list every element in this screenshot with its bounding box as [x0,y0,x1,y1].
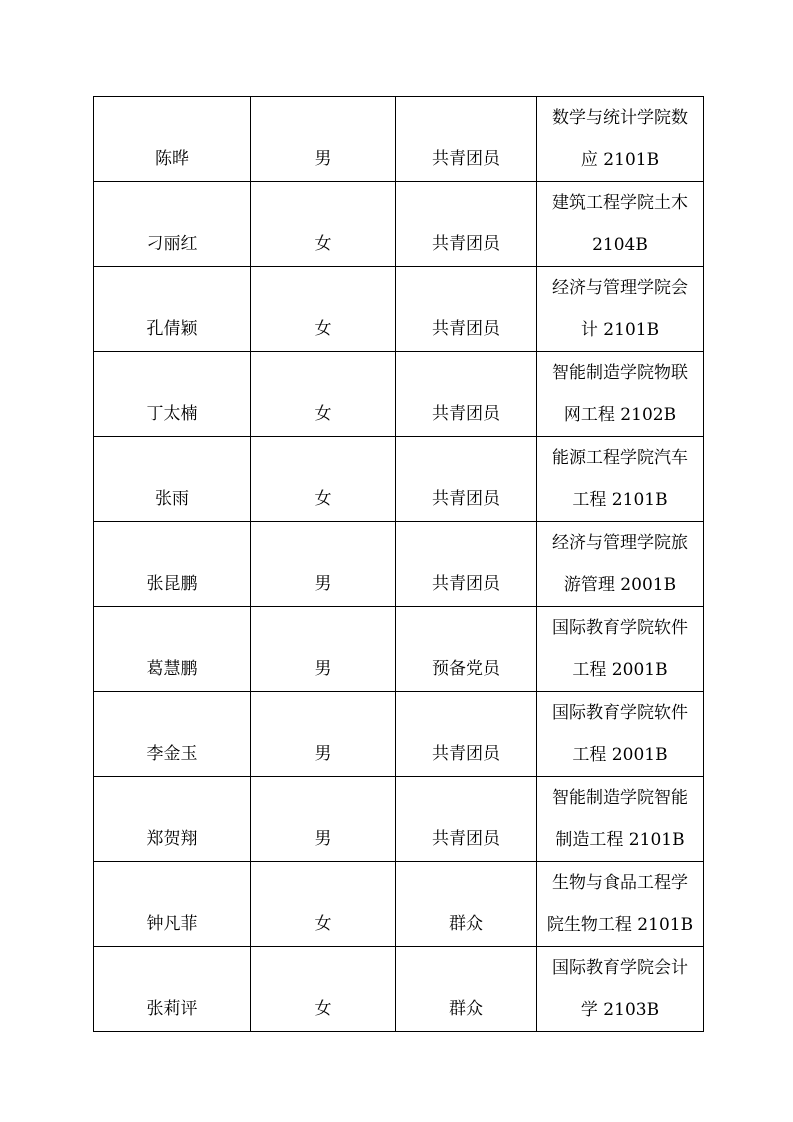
gender-cell: 男 [251,777,396,862]
political-status-cell: 共青团员 [396,437,537,522]
table-row [94,607,704,692]
table-row [94,947,704,1032]
major-line-1: 能源工程学院汽车 [552,448,688,468]
major-line-2: 游管理 2001B [563,575,677,595]
name-cell: 钟凡菲 [94,862,251,947]
name-cell: 郑贺翔 [94,777,251,862]
major-line-1: 生物与食品工程学 [552,873,688,893]
major-line-1: 建筑工程学院土木 [552,193,688,213]
gender-cell: 女 [251,862,396,947]
table-row [94,437,704,522]
major-line-2: 制造工程 2101B [555,830,685,850]
major-cell [537,97,704,182]
table-row [94,267,704,352]
gender-cell: 男 [251,692,396,777]
table-row [94,862,704,947]
major-line-2: 2104B [592,235,648,255]
table-row [94,522,704,607]
political-status-cell: 共青团员 [396,352,537,437]
major-cell [537,862,704,947]
gender-cell: 女 [251,267,396,352]
major-line-1: 经济与管理学院会 [552,278,688,298]
major-line-2: 学 2103B [580,1000,660,1020]
name-cell: 李金玉 [94,692,251,777]
table-row [94,777,704,862]
name-cell: 葛慧鹏 [94,607,251,692]
major-line-1: 国际教育学院软件 [552,618,688,638]
political-status-cell: 群众 [396,862,537,947]
name-cell: 张昆鹏 [94,522,251,607]
major-cell [537,522,704,607]
table-row [94,97,704,182]
name-cell: 张莉评 [94,947,251,1032]
name-cell: 张雨 [94,437,251,522]
gender-cell: 男 [251,97,396,182]
political-status-cell: 预备党员 [396,607,537,692]
gender-cell: 女 [251,352,396,437]
gender-cell: 女 [251,947,396,1032]
political-status-cell: 共青团员 [396,182,537,267]
name-cell: 孔倩颖 [94,267,251,352]
major-line-1: 国际教育学院会计 [552,958,688,978]
major-line-1: 国际教育学院软件 [552,703,688,723]
major-line-2: 应 2101B [580,150,660,170]
table-row [94,182,704,267]
major-cell [537,267,704,352]
gender-cell: 男 [251,607,396,692]
major-line-2: 网工程 2102B [563,405,677,425]
major-cell [537,437,704,522]
political-status-cell: 共青团员 [396,777,537,862]
major-line-1: 经济与管理学院旅 [552,533,688,553]
table-row [94,692,704,777]
political-status-cell: 共青团员 [396,267,537,352]
gender-cell: 女 [251,182,396,267]
major-cell [537,182,704,267]
political-status-cell: 共青团员 [396,692,537,777]
major-cell [537,607,704,692]
political-status-cell: 共青团员 [396,522,537,607]
major-line-2: 计 2101B [580,320,660,340]
gender-cell: 女 [251,437,396,522]
table-row [94,352,704,437]
name-cell: 陈晔 [94,97,251,182]
major-line-1: 智能制造学院智能 [552,788,688,808]
major-line-1: 智能制造学院物联 [552,363,688,383]
gender-cell: 男 [251,522,396,607]
major-cell [537,352,704,437]
major-line-2: 工程 2101B [572,490,668,510]
major-line-2: 工程 2001B [572,745,668,765]
major-line-1: 数学与统计学院数 [552,108,688,128]
political-status-cell: 群众 [396,947,537,1032]
roster-body [94,97,704,1032]
political-status-cell: 共青团员 [396,97,537,182]
name-cell: 刁丽红 [94,182,251,267]
name-cell: 丁太楠 [94,352,251,437]
major-cell [537,947,704,1032]
major-cell [537,777,704,862]
major-line-2: 工程 2001B [572,660,668,680]
student-roster-table [93,96,704,1032]
major-cell [537,692,704,777]
major-line-2: 院生物工程 2101B [546,915,694,935]
roster-page [93,96,703,1032]
